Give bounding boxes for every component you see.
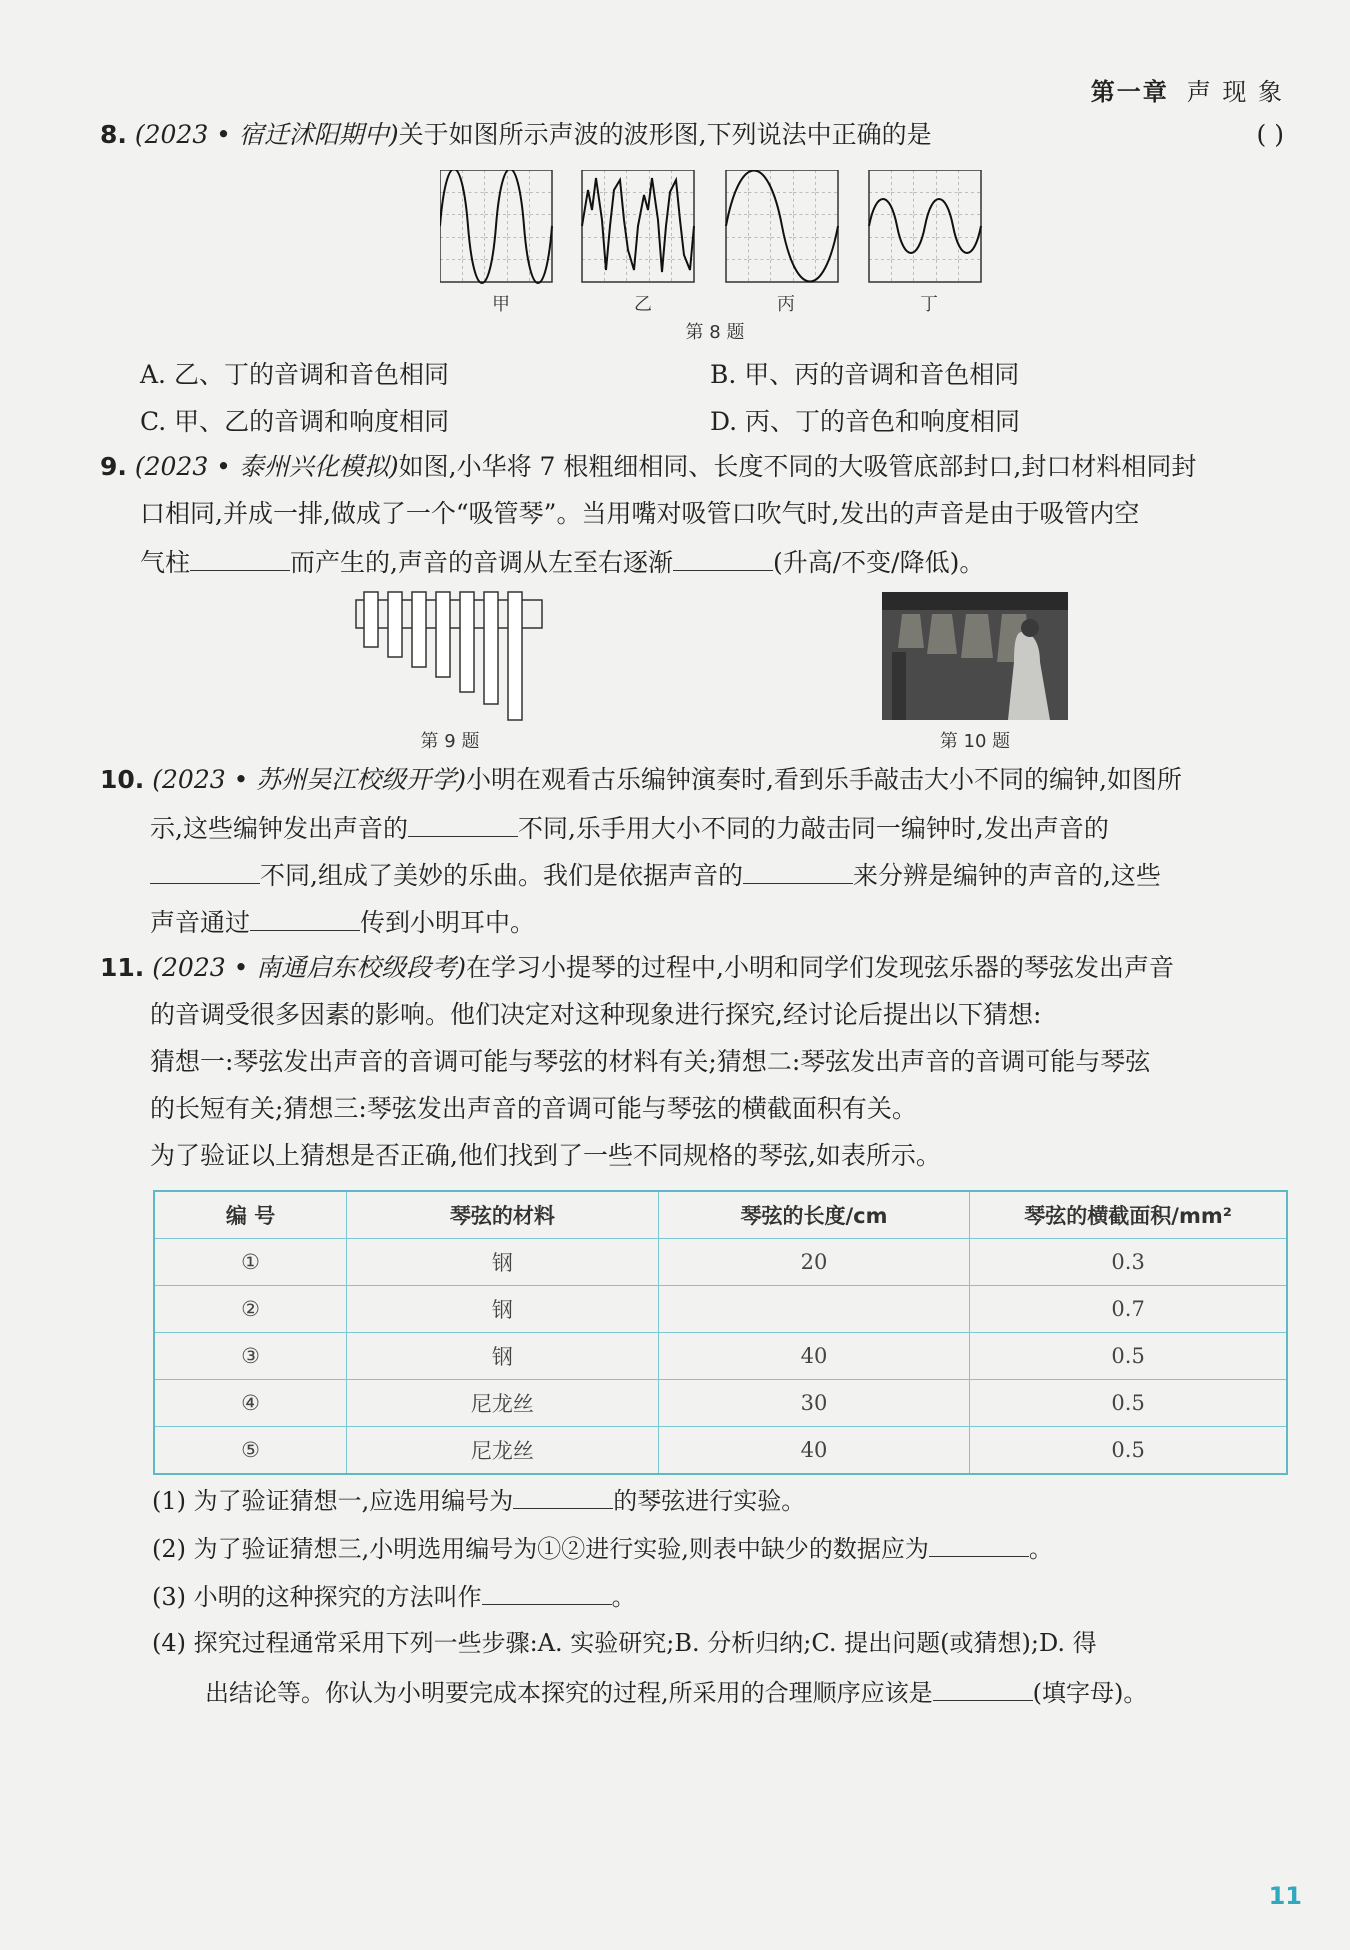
answer-blank[interactable]	[150, 857, 260, 884]
text: 。	[1028, 1535, 1053, 1563]
waveform-ding	[869, 170, 981, 282]
waveform-figure	[440, 170, 985, 295]
sub-question-3	[152, 1578, 636, 1614]
question-text: 在学习小提琴的过程中,小明和同学们发现弦乐器的琴弦发出声音	[466, 953, 1174, 982]
text: 示,这些编钟发出声音的	[150, 814, 408, 843]
cell-id: ③	[154, 1333, 347, 1380]
cell-area: 0.5	[970, 1427, 1287, 1475]
text: (升高/不变/降低)。	[772, 548, 985, 577]
question-text: 小明在观看古乐编钟演奏时,看到乐手敲击大小不同的编钟,如图所	[466, 765, 1182, 794]
header-area: 琴弦的横截面积/mm²	[970, 1191, 1287, 1239]
figure-caption-9: 第 9 题	[420, 731, 480, 752]
question-11-line3: 猜想一:琴弦发出声音的音调可能与琴弦的材料有关;猜想二:琴弦发出声音的音调可能与琴弦	[150, 1047, 1151, 1076]
text: 的琴弦进行实验。	[613, 1487, 806, 1515]
question-8-stem	[100, 118, 932, 152]
cell-length: 20	[658, 1239, 970, 1286]
text: 。	[611, 1583, 636, 1611]
cell-material: 尼龙丝	[347, 1427, 659, 1475]
question-source: (2023 • 宿迁沭阳期中)	[134, 120, 399, 149]
cell-length	[658, 1286, 970, 1333]
question-10-line1	[100, 763, 1182, 797]
figure-caption-8: 第 8 题	[685, 322, 745, 343]
header-id: 编 号	[154, 1191, 347, 1239]
question-text: 关于如图所示声波的波形图,下列说法中正确的是	[398, 120, 932, 149]
text: 不同,乐手用大小不同的力敲击同一编钟时,发出声音的	[517, 814, 1109, 843]
question-11-line4: 的长短有关;猜想三:琴弦发出声音的音调可能与琴弦的横截面积有关。	[150, 1094, 917, 1123]
cell-material: 钢	[347, 1333, 659, 1380]
table-row	[154, 1286, 1287, 1333]
question-10-line3	[150, 857, 1161, 893]
table-row	[154, 1333, 1287, 1380]
wave-label-jia: 甲	[492, 294, 510, 315]
sub-question-2	[152, 1530, 1053, 1566]
straw-pipe-figure	[350, 590, 550, 725]
question-9-line1	[100, 450, 1196, 484]
answer-blank[interactable]	[408, 810, 518, 837]
question-10-line4	[150, 904, 535, 940]
waveform-bing	[726, 170, 838, 282]
cell-area: 0.7	[970, 1286, 1287, 1333]
question-number: 9.	[100, 452, 127, 481]
question-text: 如图,小华将 7 根粗细相同、长度不同的大吸管底部封口,封口材料相同封	[398, 452, 1197, 481]
string-spec-table	[153, 1190, 1288, 1475]
answer-blank[interactable]	[743, 857, 853, 884]
waveform-yi	[582, 170, 694, 282]
text: 声音通过	[150, 908, 251, 937]
question-source: (2023 • 南通启东校级段考)	[152, 953, 467, 982]
cell-id: ②	[154, 1286, 347, 1333]
chapter-number: 第一章	[1090, 78, 1169, 106]
cell-id: ①	[154, 1239, 347, 1286]
table-row	[154, 1239, 1287, 1286]
sub-question-4-line2	[205, 1674, 1147, 1710]
cell-length: 30	[658, 1380, 970, 1427]
text: 而产生的,声音的音调从左至右逐渐	[290, 548, 673, 577]
cell-length: 40	[658, 1427, 970, 1475]
question-number: 8.	[100, 120, 127, 149]
chapter-header	[1091, 72, 1284, 107]
text: (3) 小明的这种探究的方法叫作	[152, 1583, 482, 1611]
question-source: (2023 • 泰州兴化模拟)	[134, 452, 399, 481]
text: (1) 为了验证猜想一,应选用编号为	[152, 1487, 514, 1515]
page-number: 11	[1268, 1882, 1302, 1910]
table-row	[154, 1380, 1287, 1427]
question-11-line5: 为了验证以上猜想是否正确,他们找到了一些不同规格的琴弦,如表所示。	[150, 1141, 941, 1170]
answer-parentheses: ( )	[1256, 120, 1284, 149]
cell-area: 0.5	[970, 1380, 1287, 1427]
sub-question-4-line1: (4) 探究过程通常采用下列一些步骤:A. 实验研究;B. 分析归纳;C. 提出问题(或猜想);D. 得	[152, 1629, 1097, 1657]
table-row	[154, 1427, 1287, 1475]
text: 不同,组成了美妙的乐曲。我们是依据声音的	[260, 861, 743, 890]
option-b: B. 甲、丙的音调和音色相同	[710, 360, 1020, 389]
wave-label-bing: 丙	[777, 294, 795, 315]
answer-blank[interactable]	[190, 544, 290, 571]
bianzhong-photo	[882, 592, 1068, 720]
option-d: D. 丙、丁的音色和响度相同	[710, 407, 1021, 436]
table-header-row	[154, 1191, 1287, 1239]
answer-blank[interactable]	[929, 1530, 1029, 1557]
text: 来分辨是编钟的声音的,这些	[852, 861, 1161, 890]
text: (2) 为了验证猜想三,小明选用编号为①②进行实验,则表中缺少的数据应为	[152, 1535, 929, 1563]
cell-material: 钢	[347, 1286, 659, 1333]
header-material: 琴弦的材料	[347, 1191, 659, 1239]
question-10-line2	[150, 810, 1109, 846]
question-number: 11.	[100, 953, 145, 982]
cell-id: ⑤	[154, 1427, 347, 1475]
figure-caption-10: 第 10 题	[939, 731, 1011, 752]
text: 出结论等。你认为小明要完成本探究的过程,所采用的合理顺序应该是	[205, 1679, 933, 1707]
answer-blank[interactable]	[933, 1674, 1033, 1701]
text: (填字母)。	[1032, 1679, 1148, 1707]
text: 气柱	[140, 548, 191, 577]
question-11-line1	[100, 951, 1174, 985]
waveform-jia	[440, 170, 552, 283]
cell-material: 钢	[347, 1239, 659, 1286]
bianzhong-illustration	[882, 592, 1068, 720]
question-source: (2023 • 苏州吴江校级开学)	[152, 765, 467, 794]
option-a: A. 乙、丁的音调和音色相同	[140, 360, 449, 389]
wave-label-yi: 乙	[634, 294, 652, 315]
text: 传到小明耳中。	[360, 908, 536, 937]
option-c: C. 甲、乙的音调和响度相同	[140, 407, 450, 436]
answer-blank[interactable]	[513, 1482, 613, 1509]
cell-material: 尼龙丝	[347, 1380, 659, 1427]
answer-blank[interactable]	[673, 544, 773, 571]
cell-area: 0.3	[970, 1239, 1287, 1286]
question-9-line3	[140, 544, 984, 580]
sub-question-1	[152, 1482, 805, 1518]
answer-blank[interactable]	[482, 1578, 612, 1605]
wave-label-ding: 丁	[920, 294, 938, 315]
cell-length: 40	[658, 1333, 970, 1380]
header-length: 琴弦的长度/cm	[658, 1191, 970, 1239]
cell-id: ④	[154, 1380, 347, 1427]
question-9-line2: 口相同,并成一排,做成了一个“吸管琴”。当用嘴对吸管口吹气时,发出的声音是由于吸管内空	[140, 499, 1140, 528]
cell-area: 0.5	[970, 1333, 1287, 1380]
chapter-title: 声 现 象	[1186, 78, 1284, 106]
question-number: 10.	[100, 765, 145, 794]
question-11-line2: 的音调受很多因素的影响。他们决定对这种现象进行探究,经讨论后提出以下猜想:	[150, 1000, 1042, 1029]
answer-blank[interactable]	[250, 904, 360, 931]
